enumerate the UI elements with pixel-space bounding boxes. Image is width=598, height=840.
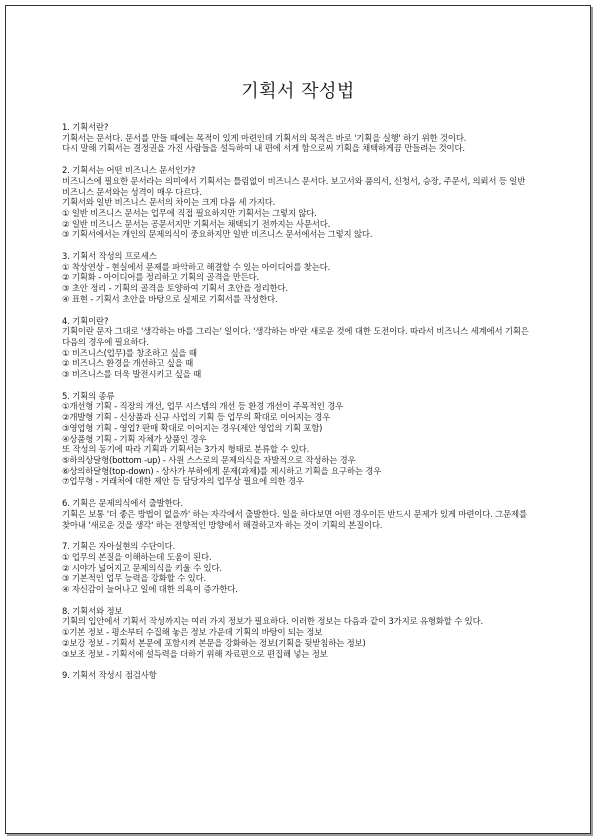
section-heading: 7. 기획은 자아실현의 수단이다. bbox=[62, 541, 176, 552]
section-line: ①개선형 기획 - 직장의 개선, 업무 시스템의 개선 등 환경 개선이 주목적인 경우 bbox=[62, 401, 344, 412]
section-5 bbox=[62, 391, 544, 487]
document-title: 기획서 작성법 bbox=[241, 81, 355, 102]
section-line: 기획서와 일반 비즈니스 문서의 차이는 크게 다음 세 가지다. bbox=[62, 197, 276, 208]
section-heading: 5. 기획의 종류 bbox=[62, 390, 115, 401]
section-line: 기획서는 문서다. 문서를 만들 때에는 목적이 있게 마련인데 기획서의 목적은 바로 '기획을 실행' 하기 위한 것이다. bbox=[62, 132, 467, 143]
section-line: ②개발형 기획 - 신상품과 신규 사업의 기획 등 업무의 확대로 이어지는 경우 bbox=[62, 412, 331, 423]
document-page bbox=[5, 5, 591, 834]
section-line: ③ 초안 정리 - 기획의 골격을 토양하여 기획서 초안을 정리한다. bbox=[62, 283, 288, 294]
section-line: 기획이란 문자 그대로 '생각하는 바를 그리는' 일이다. '생각하는 바'란 새로운 것에 대한 도전이다. 따라서 비즈니스 세계에서 기획은 다음의 경우에 필요하다. bbox=[62, 326, 529, 347]
section-2 bbox=[62, 165, 544, 240]
section-heading: 3. 기획서 작성의 프로세스 bbox=[62, 251, 157, 262]
section-line: ③ 비즈니스를 더욱 발전시키고 싶을 때 bbox=[62, 369, 202, 380]
section-line: ① 업무의 본질을 이해하는데 도움이 된다. bbox=[62, 551, 212, 562]
section-line: ③ 기획서에서는 개인의 문제의식이 중요하지만 일반 비즈니스 문서에서는 그렇지 않다. bbox=[62, 229, 373, 240]
section-line: 다시 말해 기획서는 결정권을 가진 사람들을 설득하여 내 편에 서게 함으로써 기획을 채택하게끔 만들려는 것이다. bbox=[62, 143, 465, 154]
section-line: ②보강 정보 - 기획서 본문에 포함시켜 본문을 강화하는 정보(기획을 뒷받침하는 정보) bbox=[62, 637, 366, 648]
section-line: ④ 표현 - 기획서 초안을 바탕으로 실제로 기획서를 작성한다. bbox=[62, 293, 278, 304]
section-line: ② 일반 비즈니스 문서는 공문서지만 기획서는 채택되기 전까지는 사문서다. bbox=[62, 218, 331, 229]
section-heading: 9. 기획서 작성시 점검사항 bbox=[62, 670, 157, 681]
section-3 bbox=[62, 251, 544, 305]
section-line: ④ 자신감이 늘어나고 일에 대한 의욕이 증가한다. bbox=[62, 584, 238, 595]
section-8 bbox=[62, 606, 544, 660]
section-line: 비즈니스에 필요한 문서라는 의미에서 기획서는 틀림없이 비즈니스 문서다. 보고서와 품의서, 신청서, 승장, 주문서, 의뢰서 등 일반 비즈니스 문서와는 성격이 매우 다르다. bbox=[62, 175, 526, 197]
section-line: ③영업형 기획 - 영업? 판매 확대로 이어지는 경우(제안 영업의 기획 포함) bbox=[62, 422, 323, 433]
section-line: ①기본 정보 - 평소부터 수집해 놓은 정보 가운데 기획의 바탕이 되는 정보 bbox=[62, 627, 323, 638]
section-line: ⑥상의하달형(top-down) - 상사가 부하에게 문제(과제)를 제시하고 기획을 요구하는 경우 bbox=[62, 465, 382, 476]
section-line: ① 일반 비즈니스 문서는 업무에 직접 필요하지만 기획서는 그렇지 않다. bbox=[62, 207, 317, 218]
section-1 bbox=[62, 122, 544, 154]
section-heading: 4. 기획이란? bbox=[62, 315, 109, 326]
section-7 bbox=[62, 541, 544, 595]
section-line: ③보조 정보 - 기획서에 설득력을 더하기 위해 자료편으로 편집해 넣는 정보 bbox=[62, 648, 328, 659]
section-line: 기획의 입안에서 기획서 작성까지는 여러 가지 정보가 필요하다. 이러한 정보는 다음과 같이 3가지로 유형화할 수 있다. bbox=[62, 616, 484, 627]
section-line: ① 착상연상 - 현실에서 문제를 파악하고 해결할 수 있는 아이디어를 찾는다. bbox=[62, 261, 331, 272]
section-9 bbox=[62, 670, 544, 681]
section-line: ② 기획화 - 아이디어를 정리하고 기획의 골격을 만든다. bbox=[62, 272, 260, 283]
section-line: ⑦업무형 - 거래처에 대한 제안 등 담당자의 업무상 필요에 의한 경우 bbox=[62, 476, 304, 487]
section-line: ⑤하의상달형(bottom -up) - 사원 스스로의 문제의식을 자발적으로 작성하는 경우 bbox=[62, 454, 356, 465]
section-line: ② 비즈니스 환경을 개선하고 싶을 때 bbox=[62, 358, 194, 369]
section-line: ① 비즈니스(업무)를 창조하고 싶을 때 bbox=[62, 347, 197, 358]
section-4 bbox=[62, 316, 544, 380]
section-heading: 8. 기획서와 정보 bbox=[62, 605, 123, 616]
section-heading: 6. 기획은 문제의식에서 출발한다. bbox=[62, 498, 183, 509]
section-line: 또 작성의 동기에 따라 기획과 기획서는 3가지 형태로 분류할 수 있다. bbox=[62, 444, 310, 455]
section-line: ③ 기본적인 업무 능력을 강화할 수 있다. bbox=[62, 573, 207, 584]
section-6 bbox=[62, 498, 544, 530]
document-body bbox=[62, 122, 544, 692]
section-line: ④상품형 기획 - 기획 자체가 상품인 경우 bbox=[62, 433, 207, 444]
section-line: 기획은 보통 '더 좋은 방법이 없을까' 하는 자각에서 출발한다. 일을 하다보면 어떤 경우이든 반드시 문제가 있게 마련이다. 그문제를 찾아내 '새로운 것을 생각' 하는 전향적인 방향에서 해결하고자 하는 것이 기획의 본질이다. bbox=[62, 508, 527, 530]
section-heading: 1. 기획서란? bbox=[62, 122, 109, 132]
section-line: ② 시야가 넓어지고 문제의식을 키울 수 있다. bbox=[62, 562, 222, 573]
section-heading: 2. 기획서는 어떤 비즈니스 문서인가? bbox=[62, 165, 196, 176]
